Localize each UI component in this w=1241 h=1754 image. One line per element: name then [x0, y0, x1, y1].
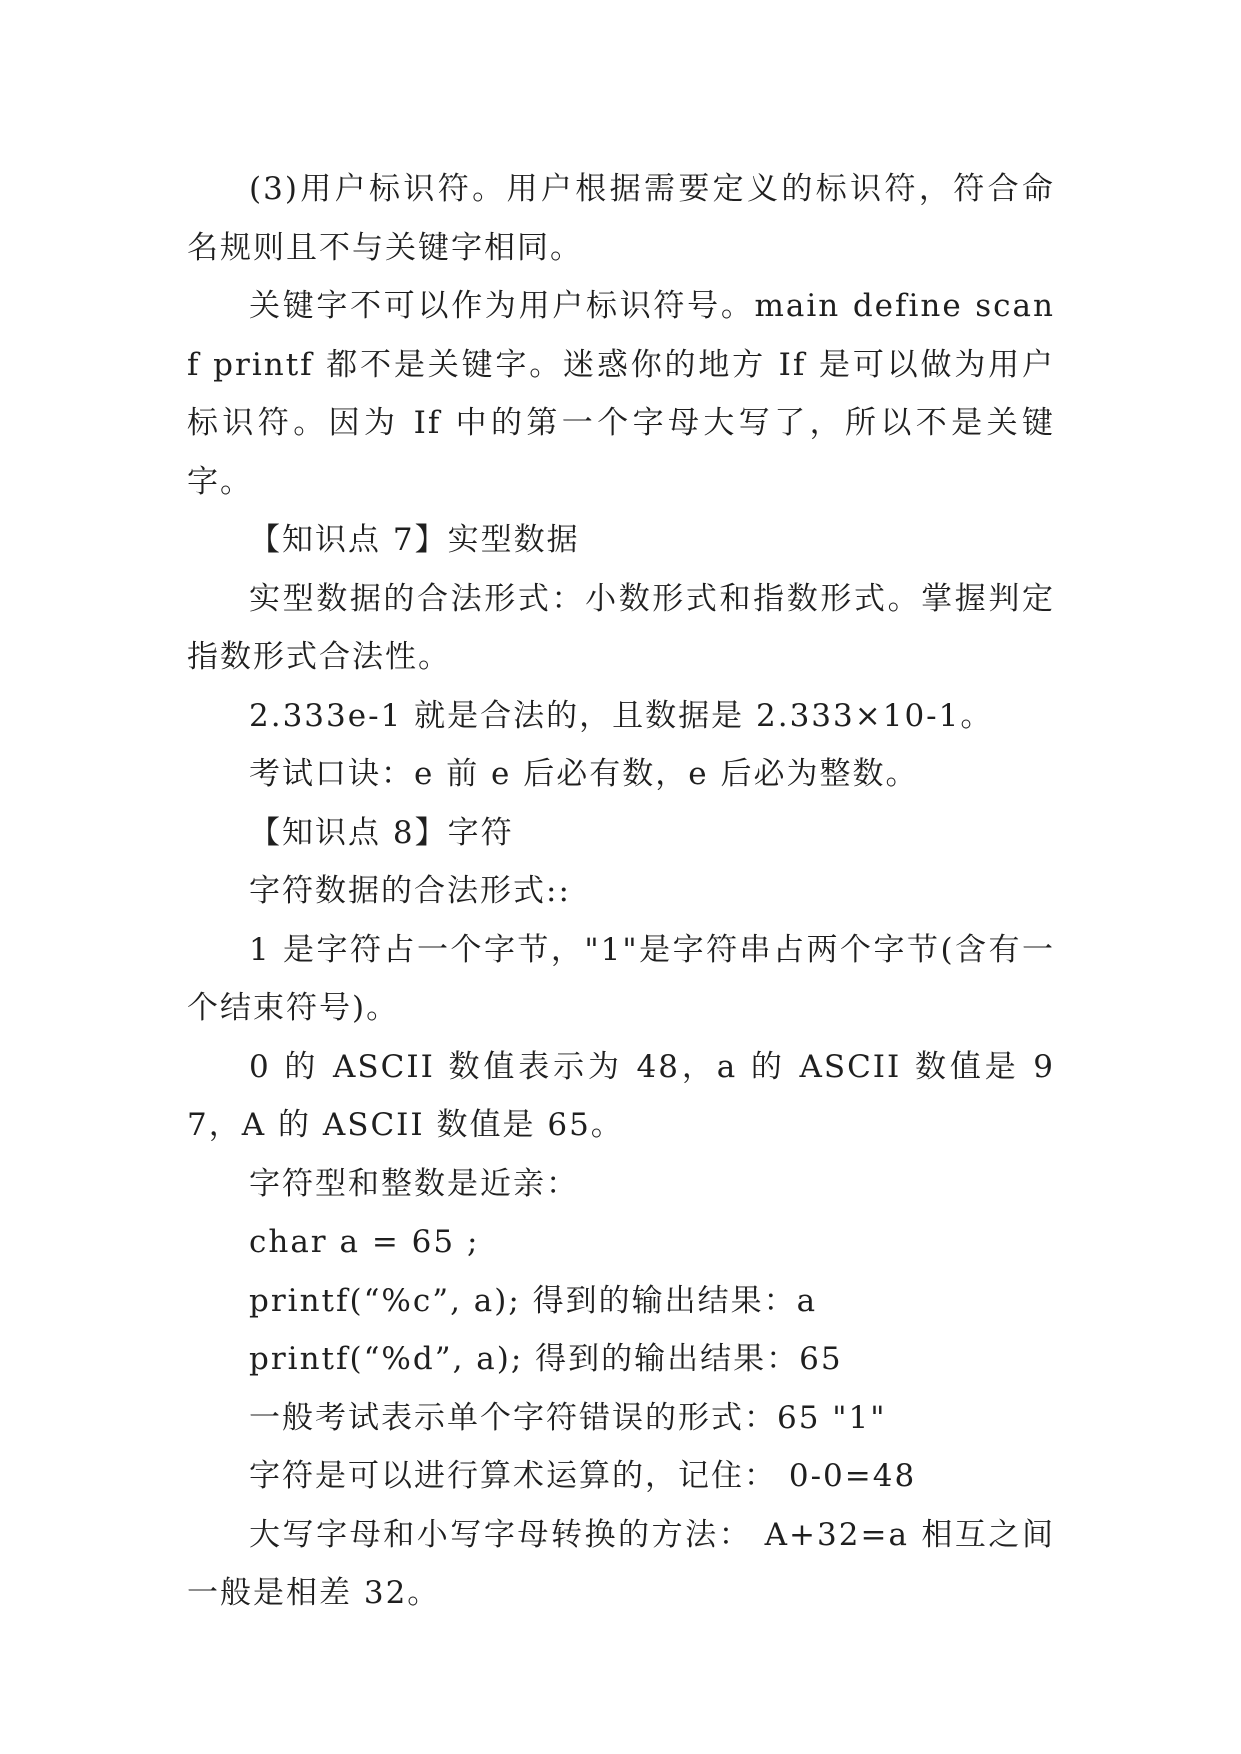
code-line-printf-c: printf(“%c”, a); 得到的输出结果：a: [249, 1282, 818, 1319]
paragraph-ascii-values: 0 的 ASCII 数值表示为 48，a 的 ASCII 数值是 97，A 的 ASCII 数值是 65。: [187, 1048, 1055, 1143]
paragraph-wrong-char-forms: 一般考试表示单个字符错误的形式：65 "1": [249, 1399, 887, 1436]
paragraph-char-forms: 字符数据的合法形式::: [249, 873, 571, 909]
code-line-char-declaration: char a = 65 ;: [249, 1224, 480, 1260]
paragraph-char-vs-string: 1 是字符占一个字节，"1"是字符串占两个字节(含有一个结束符号)。: [187, 931, 1055, 1026]
document-body: [187, 160, 1055, 1623]
paragraph-case-conversion: 大写字母和小写字母转换的方法： A+32=a 相互之间一般是相差 32。: [187, 1516, 1055, 1611]
paragraph-user-identifier: (3)用户标识符。用户根据需要定义的标识符，符合命名规则且不与关键字相同。: [187, 171, 1055, 266]
heading-knowledge-point-8: 【知识点 8】字符: [249, 814, 514, 851]
code-line-printf-d: printf(“%d”, a); 得到的输出结果：65: [249, 1341, 843, 1377]
paragraph-exam-mnemonic: 考试口诀：e 前 e 后必有数，e 后必为整数。: [249, 756, 919, 792]
paragraph-char-int-relation: 字符型和整数是近亲：: [249, 1165, 579, 1202]
paragraph-keywords-note: 关键字不可以作为用户标识符号。main define scanf printf 都不是关键字。迷惑你的地方 If 是可以做为用户标识符。因为 If 中的第一个字母大写了，所以不是关键字。: [187, 288, 1055, 500]
paragraph-real-forms: 实型数据的合法形式：小数形式和指数形式。掌握判定指数形式合法性。: [187, 580, 1055, 675]
paragraph-char-arithmetic: 字符是可以进行算术运算的，记住： 0-0=48: [249, 1458, 917, 1494]
heading-knowledge-point-7: 【知识点 7】实型数据: [249, 522, 580, 558]
paragraph-exponent-example: 2.333e-1 就是合法的，且数据是 2.333×10-1。: [249, 697, 994, 734]
